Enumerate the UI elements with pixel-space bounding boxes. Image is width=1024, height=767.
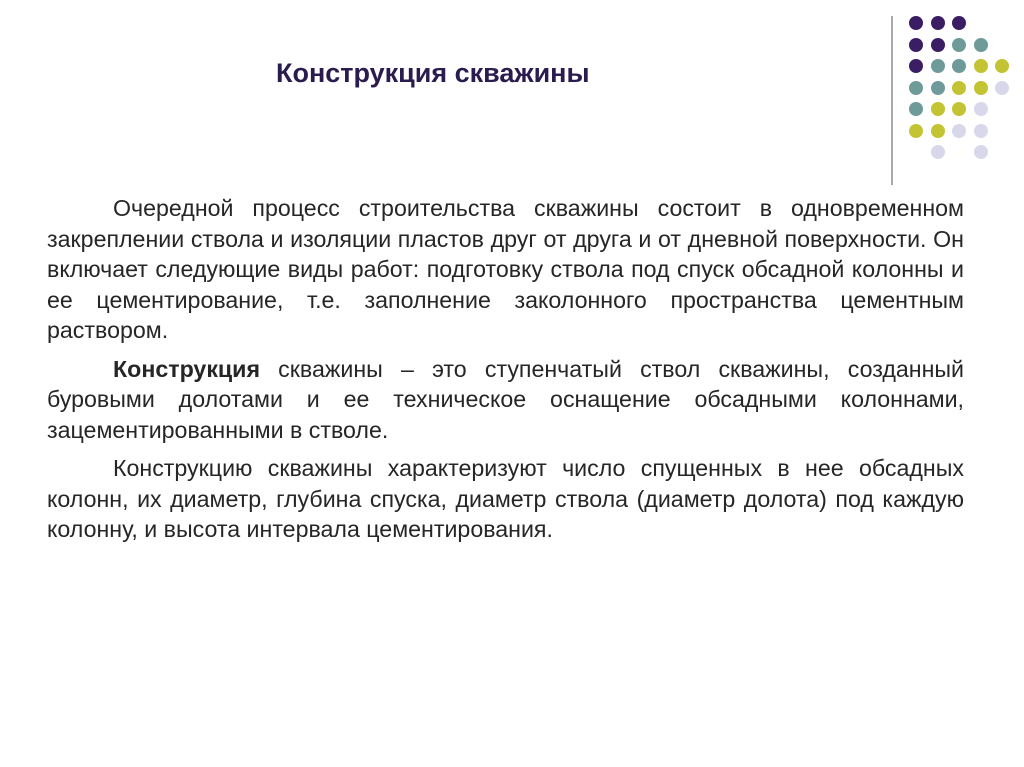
decorative-dot: [952, 59, 966, 73]
decorative-dot-grid: [0, 0, 1024, 200]
decorative-dot: [909, 102, 923, 116]
decorative-dot: [995, 81, 1009, 95]
decorative-dot: [909, 81, 923, 95]
slide-title: Конструкция скважины: [276, 58, 590, 88]
decorative-dot: [974, 38, 988, 52]
decorative-dot: [952, 102, 966, 116]
paragraph-2: [47, 354, 964, 446]
decorative-dot: [931, 59, 945, 73]
decorative-dot: [995, 59, 1009, 73]
paragraph-1: [47, 193, 964, 346]
paragraph-1-text: Очередной процесс строительства скважины состоит в одновременном закреплении ствола и изоляции пластов друг от друга и от дневной поверхности. Он включает следующие виды работ: подготовку ствола под спуск обсадной колонны и ее цементирование, т.е. заполнение заколонного пространства цементным раствором.: [47, 195, 964, 343]
decorative-dot: [952, 124, 966, 138]
paragraph-3: [47, 453, 964, 545]
decorative-dot: [909, 38, 923, 52]
decorative-dot: [974, 59, 988, 73]
decorative-dot: [909, 16, 923, 30]
paragraph-2-text: скважины – это ступенчатый ствол скважины, созданный буровыми долотами и ее техническое оснащение обсадными колоннами, зацементированными в стволе.: [47, 355, 964, 443]
slide-body: [47, 193, 964, 553]
decorative-dot: [974, 81, 988, 95]
decorative-dot: [952, 81, 966, 95]
decorative-dot: [931, 16, 945, 30]
paragraph-2-bold-term: Конструкция: [113, 355, 260, 382]
decorative-dot: [952, 38, 966, 52]
decorative-dot: [909, 124, 923, 138]
decorative-dot: [909, 59, 923, 73]
paragraph-3-text: Конструкцию скважины характеризуют число спущенных в нее обсадных колонн, их диаметр, глубина спуска, диаметр ствола (диаметр долота) под каждую колонну, и высота интервала цементирования.: [47, 455, 964, 542]
decorative-dot: [974, 102, 988, 116]
decorative-dot: [974, 124, 988, 138]
decorative-dot: [931, 81, 945, 95]
decorative-dot: [931, 38, 945, 52]
decorative-dot: [952, 16, 966, 30]
decorative-dot: [931, 102, 945, 116]
decorative-dot: [931, 124, 945, 138]
decorative-dot: [974, 145, 988, 159]
decorative-dot: [931, 145, 945, 159]
